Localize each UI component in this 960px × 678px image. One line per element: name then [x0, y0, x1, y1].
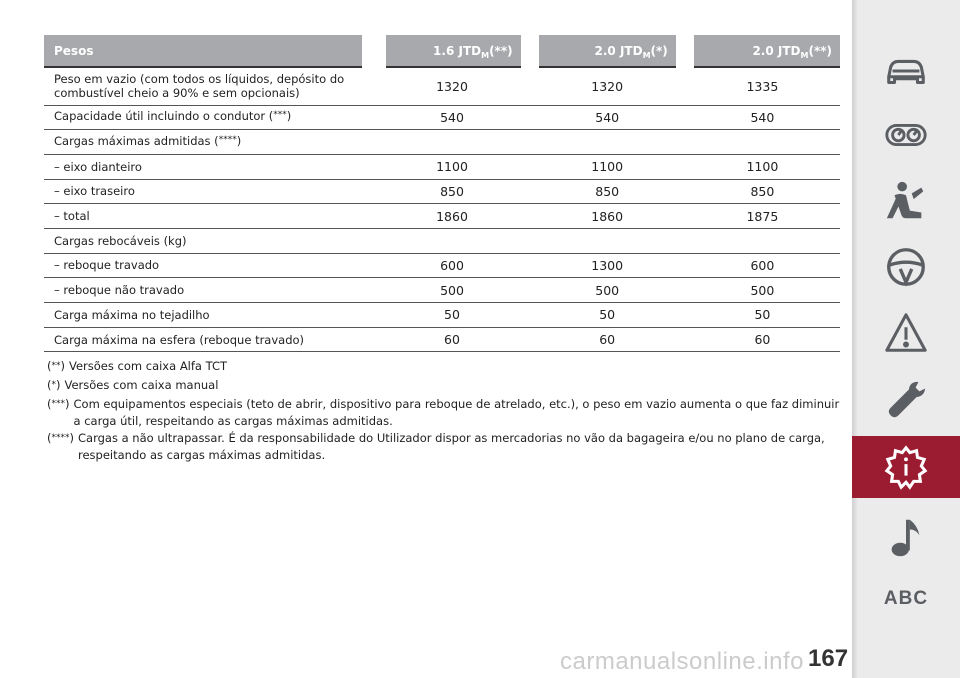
row-label: – eixo traseiro — [44, 179, 374, 204]
row-value: 50 — [530, 303, 685, 328]
table-row — [44, 278, 840, 303]
row-value: 500 — [685, 278, 840, 303]
sidebar-item-index[interactable] — [852, 568, 960, 630]
footnote-mark: (****) — [47, 431, 74, 445]
car-icon — [883, 48, 929, 94]
row-value — [374, 130, 529, 155]
row-label: Cargas rebocáveis (kg) — [44, 228, 374, 253]
footnote — [47, 358, 842, 377]
footnote — [47, 430, 842, 464]
row-label: Capacidade útil incluindo o condutor (***) — [44, 105, 374, 130]
row-value: 1100 — [530, 154, 685, 179]
table-row — [44, 228, 840, 253]
row-value: 60 — [685, 327, 840, 352]
chapter-sidebar — [852, 0, 960, 678]
music-note-icon — [883, 514, 929, 560]
table-row — [44, 154, 840, 179]
table-row — [44, 303, 840, 328]
index-label: ABC — [883, 588, 929, 609]
row-value: 540 — [685, 105, 840, 130]
watermark: carmanualsonline.info — [560, 648, 804, 675]
row-label: Cargas máximas admitidas (****) — [44, 130, 374, 155]
row-label: Carga máxima no tejadilho — [44, 303, 374, 328]
wrench-icon — [883, 378, 929, 424]
warning-triangle-icon — [883, 310, 929, 356]
row-value — [374, 228, 529, 253]
info-gear-icon — [883, 444, 929, 490]
sidebar-item-maintenance[interactable] — [852, 370, 960, 432]
header-label: Pesos — [44, 35, 374, 67]
row-value: 600 — [374, 253, 529, 278]
row-value: 600 — [685, 253, 840, 278]
row-value: 1100 — [374, 154, 529, 179]
row-value: 500 — [530, 278, 685, 303]
row-value: 1100 — [685, 154, 840, 179]
footnotes — [47, 358, 842, 464]
header-col-2: 2.0 $JTD_M(*)$ — [530, 35, 685, 67]
sidebar-item-car[interactable] — [852, 40, 960, 102]
table-row — [44, 179, 840, 204]
row-value — [530, 228, 685, 253]
row-value: 50 — [374, 303, 529, 328]
row-label: Carga máxima na esfera (reboque travado) — [44, 327, 374, 352]
header-col-3: 2.0 $JTD_M(**)$ — [685, 35, 840, 67]
table-row — [44, 327, 840, 352]
sidebar-item-multimedia[interactable] — [852, 506, 960, 568]
row-value: 60 — [530, 327, 685, 352]
row-value: 540 — [374, 105, 529, 130]
dashboard-icon — [883, 112, 929, 158]
row-label: – reboque não travado — [44, 278, 374, 303]
steering-wheel-icon — [883, 244, 929, 290]
row-label: Peso em vazio (com todos os líquidos, depósito do combustível cheio a 90% e sem opcionais) — [44, 67, 374, 105]
row-value: 850 — [530, 179, 685, 204]
row-value: 1300 — [530, 253, 685, 278]
footnote-mark: (***) — [47, 397, 70, 411]
row-value: 850 — [374, 179, 529, 204]
row-value: 1875 — [685, 204, 840, 229]
sidebar-item-safety[interactable] — [852, 170, 960, 232]
footnote — [47, 396, 842, 430]
row-value: 500 — [374, 278, 529, 303]
row-value: 1320 — [530, 67, 685, 105]
row-value: 60 — [374, 327, 529, 352]
table-header-row — [44, 35, 840, 67]
sidebar-item-emergency[interactable] — [852, 302, 960, 364]
footnote-text: Cargas a não ultrapassar. É da responsabilidade do Utilizador dispor as mercadorias no vão da bagageira e/ou no plano de carga, respeitando as cargas máximas admitidas. — [78, 431, 825, 462]
seat-belt-icon — [883, 178, 929, 224]
row-value: 540 — [530, 105, 685, 130]
weights-table — [44, 35, 840, 352]
row-label: – total — [44, 204, 374, 229]
row-value — [530, 130, 685, 155]
row-value: 1860 — [374, 204, 529, 229]
sidebar-item-driving[interactable] — [852, 236, 960, 298]
row-label: – reboque travado — [44, 253, 374, 278]
sidebar-item-technical-data[interactable] — [852, 436, 960, 498]
table-row — [44, 105, 840, 130]
row-value: 850 — [685, 179, 840, 204]
footnote — [47, 377, 842, 396]
row-label: – eixo dianteiro — [44, 154, 374, 179]
sidebar-item-dashboard[interactable] — [852, 104, 960, 166]
footnote-mark: (*) — [47, 378, 61, 392]
row-value: 1320 — [374, 67, 529, 105]
footnote-text: Versões com caixa Alfa TCT — [69, 359, 228, 373]
table-row — [44, 204, 840, 229]
row-value: 1860 — [530, 204, 685, 229]
page-number: 167 — [808, 645, 849, 672]
table-row — [44, 253, 840, 278]
footnote-mark: (**) — [47, 359, 65, 373]
footnote-text: Com equipamentos especiais (teto de abrir, dispositivo para reboque de atrelado, etc.), o peso em vazio aumenta o que faz diminuir a carga útil, respeitando as cargas máximas admitidas. — [73, 397, 840, 428]
header-col-1: 1.6 $JTD_M(**)$ — [374, 35, 529, 67]
row-value — [685, 130, 840, 155]
row-value: 50 — [685, 303, 840, 328]
row-value — [685, 228, 840, 253]
footnote-text: Versões com caixa manual — [64, 378, 219, 392]
table-row — [44, 130, 840, 155]
table-row — [44, 67, 840, 105]
row-value: 1335 — [685, 67, 840, 105]
